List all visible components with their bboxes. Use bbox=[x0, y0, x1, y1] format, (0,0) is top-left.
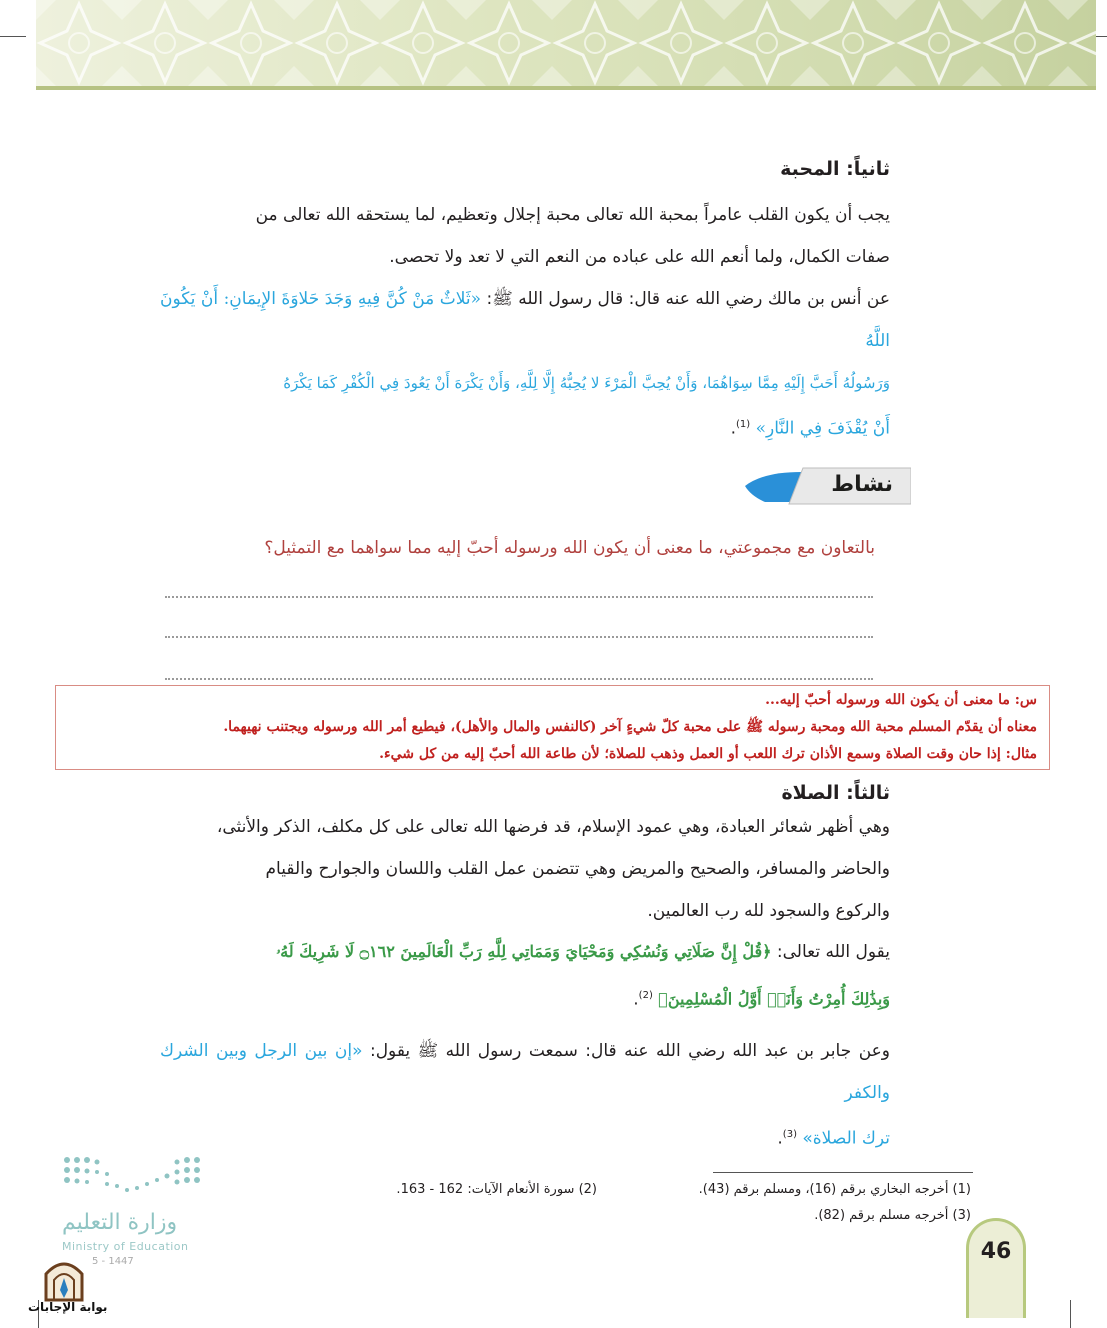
crop-mark-bottom-right bbox=[1070, 1300, 1071, 1328]
footnote-ref: (1) bbox=[735, 419, 751, 430]
hadith-line: ترك الصلاة» $^{(3)}$. bbox=[777, 1128, 890, 1149]
activity-question: بالتعاون مع مجموعتي، ما معنى أن يكون الله ورسوله أحبّ إليه مما سواهما مع التمثيل؟ bbox=[264, 538, 875, 558]
crop-mark-left bbox=[0, 36, 26, 37]
verse-line: وَبِذَٰلِكَ أُمِرْتُ وَأَنَا۠ أَوَّلُ الْمُسْلِمِينَ﴾ $^{(2)}$. bbox=[633, 989, 890, 1010]
hadith-line: أَنْ يُقْذَفَ فِي النَّارِ» $^{(1)}$. bbox=[730, 418, 890, 439]
page-number-tab bbox=[966, 1218, 1026, 1318]
verse-text: وَبِذَٰلِكَ أُمِرْتُ وَأَنَا۠ أَوَّلُ الْمُسْلِمِينَ﴾ bbox=[658, 989, 890, 1009]
paragraph-line: يجب أن يكون القلب عامراً بمحبة الله تعالى محبة إجلال وتعظيم، لما يستحقه الله تعالى من bbox=[255, 205, 890, 225]
prayer-paragraph bbox=[160, 806, 890, 932]
answer-line: س: ما معنى أن يكون الله ورسوله أحبّ إليه... bbox=[765, 692, 1037, 708]
answer-box bbox=[55, 685, 1050, 770]
hadith-text: «إن بين الرجل وبين الشرك والكفر bbox=[160, 1041, 890, 1103]
paragraph-line: صفات الكمال، ولما أنعم الله على عباده من النعم التي لا تعد ولا تحصى. bbox=[389, 247, 890, 267]
paragraph-line: وهي أظهر شعائر العبادة، وهي عمود الإسلام، قد فرضها الله تعالى على كل مكلف، الذكر والأنثى، bbox=[216, 817, 890, 837]
prayer-hadith bbox=[160, 1030, 890, 1160]
footnote-2: (2) سورة الأنعام الآيات: 162 - 163. bbox=[396, 1182, 597, 1197]
portal-label: بوابة الإجابات bbox=[28, 1300, 108, 1314]
verse-text: ﴿قُلْ إِنَّ صَلَاتِي وَنُسُكِي وَمَحْيَايَ وَمَمَاتِي لِلَّهِ رَبِّ الْعَالَمِينَ ۝١٦٢ لَا شَرِيكَ لَهُۥ bbox=[276, 942, 772, 961]
geometric-pattern bbox=[36, 0, 1096, 86]
hadith-line bbox=[160, 1030, 890, 1114]
answer-line: مثال: إذا حان وقت الصلاة وسمع الأذان ترك اللعب أو العمل وذهب للصلاة؛ لأن طاعة الله أحبّ إليه من كل شيء. bbox=[379, 746, 1037, 762]
answer-line: معناه أن يقدّم المسلم محبة الله ومحبة رسوله ﷺ على محبة كلّ شيءٍ آخر (كالنفس والمال والأهل)، فيطيع أمر الله ورسوله ويجتنب نهيهما. bbox=[223, 719, 1037, 735]
footnote-ref: (3) bbox=[782, 1129, 797, 1140]
page-number: 46 bbox=[980, 1239, 1012, 1264]
ministry-logo-dots bbox=[55, 1150, 215, 1210]
section-heading-prayer: ثالثاً: الصلاة bbox=[781, 782, 890, 804]
answer-dotted-line bbox=[165, 596, 873, 598]
verse-block bbox=[160, 930, 890, 1022]
footnote-ref: (2) bbox=[638, 990, 653, 1001]
section-heading-love: ثانياً: المحبة bbox=[780, 158, 890, 180]
hadith-text: «ثَلاثٌ مَنْ كُنَّ فِيهِ وَجَدَ حَلاوَةَ الإِيمَانِ: أَنْ يَكُونَ اللَّهُ bbox=[160, 289, 890, 351]
activity-label: نشاط bbox=[831, 472, 893, 497]
header-banner bbox=[36, 0, 1096, 90]
footnote-rule bbox=[713, 1172, 973, 1173]
hadith-intro: عن أنس بن مالك رضي الله عنه قال: قال رسول الله ﷺ: bbox=[486, 289, 890, 309]
portal-logo bbox=[28, 1256, 108, 1306]
hadith-text: ترك الصلاة» bbox=[802, 1128, 890, 1149]
hadith-intro: وعن جابر بن عبد الله رضي الله عنه قال: سمعت رسول الله ﷺ يقول: bbox=[369, 1041, 890, 1061]
paragraph-line: والركوع والسجود لله رب العالمين. bbox=[647, 901, 890, 921]
answer-dotted-line bbox=[165, 678, 873, 680]
ministry-year: 5 - 1447 bbox=[92, 1256, 134, 1267]
verse-line bbox=[160, 930, 890, 974]
footnote-1: (1) أخرجه البخاري برقم (16)، ومسلم برقم (43). bbox=[698, 1182, 971, 1197]
hadith-text: أَنْ يُقْذَفَ فِي النَّارِ» bbox=[755, 418, 890, 439]
answer-dotted-line bbox=[165, 636, 873, 638]
activity-tab bbox=[745, 466, 911, 506]
footnote-3: (3) أخرجه مسلم برقم (82). bbox=[814, 1208, 971, 1223]
hadith-text: وَرَسُولُهُ أَحَبَّ إِلَيْهِ مِمَّا سِوَاهُمَا، وَأَنْ يُحِبَّ الْمَرْءَ لا يُحِبُّهُ إِلَّا لِلَّهِ، وَأَنْ يَكْرَهَ أَنْ يَعُودَ فِي الْكُفْرِ كَمَا يَكْرَهُ bbox=[283, 374, 890, 392]
hadith-line bbox=[160, 278, 890, 362]
ministry-name-arabic: وزارة التعليم bbox=[62, 1210, 178, 1235]
paragraph-line: والحاضر والمسافر، والصحيح والمريض وهي تتضمن عمل القلب واللسان والجوارح والقيام bbox=[265, 859, 890, 879]
verse-intro: يقول الله تعالى: bbox=[776, 942, 890, 962]
ministry-name-english: Ministry of Education bbox=[62, 1240, 189, 1253]
love-paragraph bbox=[160, 194, 890, 450]
